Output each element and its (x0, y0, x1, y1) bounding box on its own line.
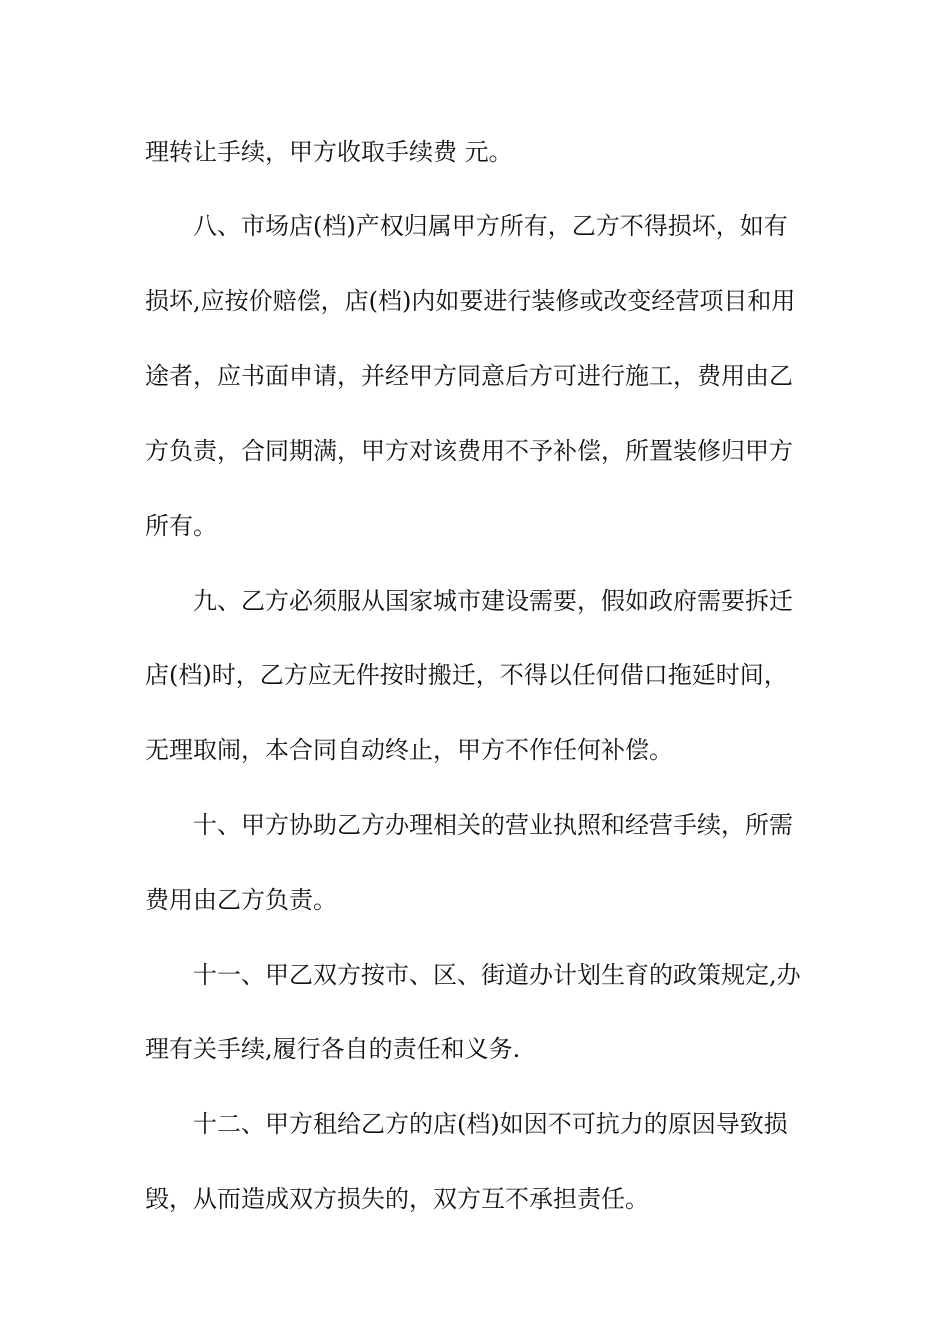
clause-8-line-1: 八、市场店(档)产权归属甲方所有，乙方不得损坏，如有 (193, 212, 788, 240)
clause-10-line-2: 费用由乙方负责。 (145, 886, 337, 914)
clause-9-line-2: 店(档)时，乙方应无件按时搬迁，不得以任何借口拖延时间， (145, 661, 788, 689)
clause-11-line-2: 理有关手续,履行各自的责任和义务. (145, 1035, 521, 1063)
clause-10-line-1: 十、甲方协助乙方办理相关的营业执照和经营手续，所需 (193, 811, 793, 839)
text-line-1: 理转让手续，甲方收取手续费 元。 (145, 138, 513, 166)
clause-9-line-1: 九、乙方必须服从国家城市建设需要，假如政府需要拆迁 (193, 587, 793, 615)
clause-9-line-3: 无理取闹，本合同自动终止，甲方不作任何补偿。 (145, 736, 673, 764)
clause-11-line-1: 十一、甲乙双方按市、区、街道办计划生育的政策规定,办 (193, 961, 801, 989)
clause-8-line-4: 方负责，合同期满，甲方对该费用不予补偿，所置装修归甲方 (145, 437, 793, 465)
clause-8-line-5: 所有。 (145, 512, 217, 540)
clause-8-line-3: 途者，应书面申请，并经甲方同意后方可进行施工，费用由乙 (145, 362, 793, 390)
clause-8-line-2: 损坏,应按价赔偿，店(档)内如要进行装修或改变经营项目和用 (145, 287, 796, 315)
clause-12-line-1: 十二、甲方租给乙方的店(档)如因不可抗力的原因导致损 (193, 1110, 788, 1138)
clause-12-line-2: 毁，从而造成双方损失的，双方互不承担责任。 (145, 1185, 649, 1213)
